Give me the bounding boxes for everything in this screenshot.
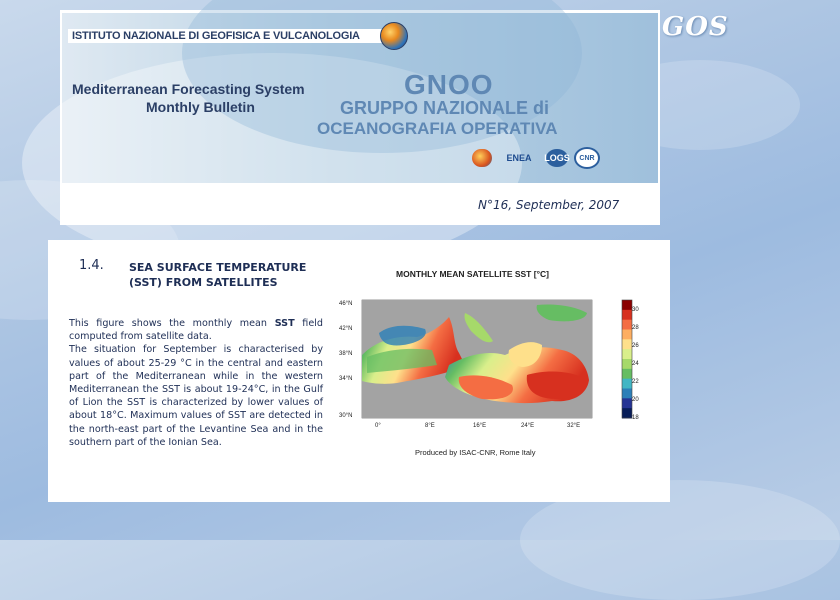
colorbar-tick: 20 bbox=[632, 397, 639, 403]
gnoo-name-line2: OCEANOGRAFIA OPERATIVA bbox=[317, 119, 558, 138]
colorbar-segment bbox=[622, 379, 632, 389]
section-title: SEA SURFACE TEMPERATURE (SST) FROM SATELLITES bbox=[129, 261, 307, 289]
lon-label: 8°E bbox=[425, 423, 435, 429]
lat-label: 34°N bbox=[339, 376, 353, 382]
lat-label: 30°N bbox=[339, 413, 353, 419]
lon-label: 0° bbox=[375, 423, 381, 429]
figure-title: MONTHLY MEAN SATELLITE SST [°C] bbox=[396, 269, 549, 279]
logs-logo: LOGS bbox=[546, 149, 568, 167]
colorbar-segment bbox=[622, 320, 632, 330]
body-text: This figure shows the monthly mean bbox=[69, 318, 275, 329]
gnoo-acronym: GNOO bbox=[404, 69, 494, 100]
section-body bbox=[69, 317, 323, 449]
colorbar-segment bbox=[622, 408, 632, 418]
colorbar-tick: 22 bbox=[632, 379, 639, 385]
colorbar-segment bbox=[622, 300, 632, 310]
figure-caption: Produced by ISAC-CNR, Rome Italy bbox=[415, 448, 536, 457]
institute-name: ISTITUTO NAZIONALE DI GEOFISICA E VULCANOLOGIA bbox=[72, 30, 360, 42]
lon-label: 24°E bbox=[521, 423, 535, 429]
body-bold-text: SST bbox=[274, 318, 295, 329]
partner-logos bbox=[472, 147, 600, 169]
colorbar-tick: 18 bbox=[632, 415, 639, 421]
colorbar-segment bbox=[622, 310, 632, 320]
lat-label: 38°N bbox=[339, 351, 353, 357]
enea-logo: ENEA bbox=[506, 153, 532, 163]
header-graphic bbox=[62, 13, 658, 183]
body-text: field computed from satellite data. bbox=[69, 318, 323, 343]
system-title: Mediterranean Forecasting System bbox=[72, 81, 305, 97]
gnoo-name-line1: GRUPPO NAZIONALE di bbox=[340, 98, 550, 118]
lat-label: 46°N bbox=[339, 301, 353, 307]
colorbar-segment bbox=[622, 349, 632, 359]
colorbar-segment bbox=[622, 398, 632, 408]
globe-logo-icon bbox=[472, 149, 492, 167]
colorbar-segment bbox=[622, 359, 632, 369]
colorbar-segment bbox=[622, 339, 632, 349]
ingv-globe-icon bbox=[380, 22, 408, 50]
colorbar-segment bbox=[622, 389, 632, 399]
colorbar bbox=[622, 300, 632, 419]
lon-label: 32°E bbox=[567, 423, 581, 429]
lat-label: 42°N bbox=[339, 326, 353, 332]
bulletin-header bbox=[60, 10, 660, 225]
colorbar-tick: 30 bbox=[632, 307, 639, 313]
colorbar-segment bbox=[622, 330, 632, 340]
content-panel bbox=[48, 240, 670, 502]
section-number: 1.4. bbox=[79, 258, 104, 273]
colorbar-tick: 28 bbox=[632, 325, 639, 331]
system-subtitle: Monthly Bulletin bbox=[146, 99, 255, 115]
lon-label: 16°E bbox=[473, 423, 487, 429]
bulletin-number: N°16, September, 2007 bbox=[478, 198, 620, 212]
sst-map-figure bbox=[337, 295, 647, 445]
cnr-logo: CNR bbox=[574, 147, 600, 169]
colorbar-tick: 26 bbox=[632, 343, 639, 349]
body-paragraph: The situation for September is characterised by values of about 25-29 °C in the central and eastern part of the Mediterranean while in the western Mediterranean the SST is about 19-24°C, in the Gulf of Lion the SST is characterized by lower values of about 18°C. Maximum values of SST are detected in the north-east part of the Levantine Sea and in the southern part of the Ionian Sea. bbox=[69, 344, 323, 448]
colorbar-segment bbox=[622, 369, 632, 379]
gos-logo: GOS bbox=[662, 12, 729, 42]
colorbar-tick: 24 bbox=[632, 361, 639, 367]
